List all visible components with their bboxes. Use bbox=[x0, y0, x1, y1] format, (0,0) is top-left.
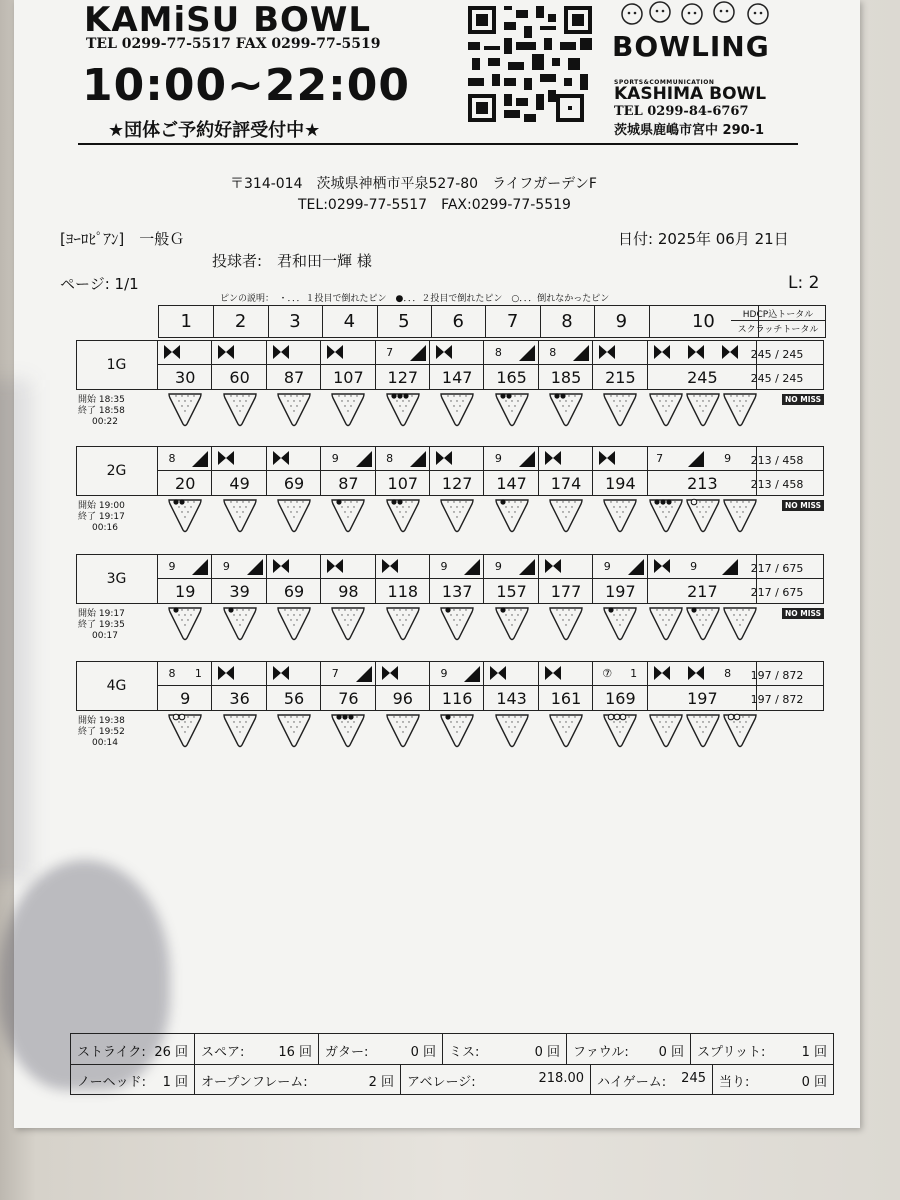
stat-value: 1 回 bbox=[162, 1075, 188, 1090]
spare-mark bbox=[408, 343, 428, 363]
frame-score: 194 bbox=[605, 473, 636, 493]
pin-count: 7 bbox=[331, 666, 339, 680]
pin-count: 8 bbox=[549, 345, 557, 359]
start-time: 開始 19:38 bbox=[78, 716, 125, 726]
hdcp-total: 213 / 458 bbox=[750, 453, 804, 467]
venue-tel: TEL:0299-77-5517 FAX:0299-77-5519 bbox=[298, 197, 571, 213]
game-row-4G bbox=[76, 661, 824, 711]
frame-score: 30 bbox=[175, 367, 196, 387]
pin-count: 8 bbox=[168, 451, 176, 465]
pin-diagram bbox=[548, 713, 584, 753]
frame-score: 107 bbox=[333, 367, 364, 387]
strike-mark bbox=[652, 558, 672, 574]
pin-diagram bbox=[602, 498, 638, 538]
frame-score: 87 bbox=[338, 473, 359, 493]
stat-cell bbox=[443, 1034, 567, 1064]
pin-diagram bbox=[276, 713, 312, 753]
start-time: 開始 19:00 bbox=[78, 501, 125, 511]
stat-cell bbox=[401, 1064, 591, 1094]
hdcp-total: 197 / 872 bbox=[750, 668, 804, 682]
spare-mark bbox=[462, 664, 482, 684]
frame-score: 137 bbox=[441, 581, 473, 601]
bowler-name: 投球者: 君和田一輝 様 bbox=[212, 252, 372, 270]
pin-diagram bbox=[494, 498, 530, 538]
pin-count: 1 bbox=[630, 666, 638, 680]
stat-cell bbox=[195, 1064, 401, 1094]
game-label: 2G bbox=[76, 446, 158, 496]
spare-mark bbox=[190, 557, 210, 577]
pin-diagram bbox=[548, 392, 584, 432]
strike-mark bbox=[434, 344, 454, 360]
pin-count: 9 bbox=[331, 451, 339, 465]
stat-cell bbox=[591, 1064, 713, 1094]
pin-count: 9 bbox=[440, 666, 448, 680]
pin-diagram bbox=[439, 392, 475, 432]
pin-diagram bbox=[722, 392, 758, 432]
stat-cell bbox=[319, 1034, 443, 1064]
pin-count: 9 bbox=[603, 559, 611, 573]
pin-diagram bbox=[167, 498, 203, 538]
strike-mark bbox=[380, 558, 400, 574]
pin-diagram bbox=[439, 498, 475, 538]
frame-number-3: 3 bbox=[268, 306, 323, 337]
pin-diagram bbox=[222, 713, 258, 753]
frame-number-6: 6 bbox=[431, 306, 486, 337]
pin-diagram bbox=[385, 606, 421, 646]
frame-number-1: 1 bbox=[159, 306, 214, 337]
stat-cell bbox=[713, 1064, 833, 1094]
strike-mark bbox=[597, 450, 617, 466]
strike-mark bbox=[488, 665, 508, 681]
pin-diagram bbox=[685, 498, 721, 538]
pin-diagram bbox=[648, 392, 684, 432]
pin-legend: ピンの説明： ・．．．１投目で倒れたピン ●．．．２投目で倒れたピン ○．．．倒れなかったピン bbox=[220, 294, 610, 304]
pin-count: 9 bbox=[724, 451, 732, 465]
pin-diagram bbox=[722, 713, 758, 753]
pin-diagram bbox=[330, 713, 366, 753]
pin-count: 8 bbox=[168, 666, 176, 680]
kashima-tel: TEL 0299-84-6767 bbox=[614, 104, 749, 119]
pin-diagram bbox=[602, 713, 638, 753]
pin-count: 9 bbox=[494, 559, 502, 573]
pin-diagram bbox=[439, 606, 475, 646]
pin-diagram bbox=[167, 606, 203, 646]
header-tel-fax: TEL 0299-77-5517 FAX 0299-77-5519 bbox=[86, 36, 381, 52]
spare-mark bbox=[517, 557, 537, 577]
duration: 00:16 bbox=[92, 523, 118, 533]
strike-mark bbox=[434, 450, 454, 466]
category: [ﾖｰﾛﾋﾟｱﾝ] 一般Ｇ bbox=[60, 230, 185, 248]
pin-diagram bbox=[722, 498, 758, 538]
frame-number-8: 8 bbox=[540, 306, 595, 337]
strike-mark bbox=[652, 665, 672, 681]
frame-score: 76 bbox=[338, 688, 359, 708]
strike-mark bbox=[216, 450, 236, 466]
pin-diagram bbox=[685, 392, 721, 432]
frame-score: 96 bbox=[392, 688, 413, 708]
shadow bbox=[0, 380, 30, 880]
strike-mark bbox=[652, 344, 672, 360]
strike-mark bbox=[686, 344, 706, 360]
start-time: 開始 19:17 bbox=[78, 609, 125, 619]
stat-cell bbox=[195, 1034, 319, 1064]
spare-mark bbox=[190, 449, 210, 469]
stat-label: ハイゲーム: bbox=[597, 1075, 667, 1090]
bowling-cartoon-icon bbox=[612, 0, 782, 34]
frame-score: 217 bbox=[687, 581, 718, 601]
frame-score: 118 bbox=[387, 581, 419, 601]
pin-count: 8 bbox=[724, 666, 732, 680]
strike-mark bbox=[271, 558, 291, 574]
duration: 00:17 bbox=[92, 631, 118, 641]
pin-count: 9 bbox=[690, 559, 698, 573]
frame-score: 127 bbox=[441, 473, 473, 493]
spare-mark bbox=[354, 449, 374, 469]
scratch-total-header: スクラッチトータル bbox=[737, 325, 819, 335]
game-label: 4G bbox=[76, 661, 158, 711]
pin-diagram bbox=[722, 606, 758, 646]
strike-mark bbox=[380, 665, 400, 681]
pin-count: 9 bbox=[440, 559, 448, 573]
strike-mark bbox=[216, 665, 236, 681]
pin-diagram bbox=[494, 392, 530, 432]
frame-score: 177 bbox=[550, 581, 582, 601]
spare-mark bbox=[408, 449, 428, 469]
spare-mark bbox=[245, 557, 265, 577]
pin-diagram bbox=[222, 392, 258, 432]
stat-value: 16 回 bbox=[278, 1045, 312, 1060]
strike-mark bbox=[325, 558, 345, 574]
stat-value: 0 回 bbox=[801, 1075, 827, 1090]
strike-mark bbox=[543, 558, 563, 574]
frame-score: 87 bbox=[283, 367, 305, 387]
duration: 00:22 bbox=[92, 417, 118, 427]
date: 日付: 2025年 06月 21日 bbox=[618, 230, 789, 248]
kashima-bowl-name: KASHIMA BOWL bbox=[614, 84, 767, 104]
frame-number-2: 2 bbox=[213, 306, 268, 337]
frame-score: 39 bbox=[229, 581, 250, 601]
stat-value: 218.00 bbox=[538, 1071, 584, 1086]
venue-address: 〒314-014 茨城県神栖市平泉527-80 ライフガーデンF bbox=[230, 176, 597, 192]
pin-diagram bbox=[330, 392, 366, 432]
frame-number-5: 5 bbox=[377, 306, 432, 337]
pin-diagram bbox=[602, 392, 638, 432]
pin-count: 8 bbox=[494, 345, 502, 359]
qr-code-icon bbox=[468, 5, 592, 123]
scratch-total: 245 / 245 bbox=[750, 371, 804, 385]
stats-box bbox=[70, 1033, 834, 1095]
frame-score: 60 bbox=[229, 367, 250, 387]
stat-label: ノーヘッド: bbox=[77, 1075, 146, 1090]
stat-value: 0 回 bbox=[410, 1045, 436, 1060]
scratch-total: 217 / 675 bbox=[750, 585, 804, 599]
frame-number-10: 10 bbox=[649, 306, 760, 337]
pin-diagram bbox=[222, 498, 258, 538]
no-miss-badge: NO MISS bbox=[782, 394, 824, 405]
strike-mark bbox=[271, 665, 291, 681]
game-row-2G bbox=[76, 446, 824, 496]
frame-score: 69 bbox=[283, 473, 305, 493]
stat-value: 1 回 bbox=[801, 1045, 827, 1060]
spare-mark bbox=[354, 664, 374, 684]
spare-mark bbox=[462, 557, 482, 577]
duration: 00:14 bbox=[92, 738, 118, 748]
spare-mark bbox=[517, 449, 537, 469]
pin-count: 9 bbox=[222, 559, 230, 573]
stat-value: 245 bbox=[681, 1071, 706, 1086]
frame-score: 174 bbox=[550, 473, 582, 493]
strike-mark bbox=[216, 344, 236, 360]
end-time: 終了 19:17 bbox=[78, 512, 125, 522]
stat-label: ガター: bbox=[325, 1045, 369, 1060]
stat-label: アベレージ: bbox=[407, 1075, 476, 1090]
game-times bbox=[78, 609, 125, 642]
page-number: ページ: 1/1 bbox=[60, 275, 139, 293]
pin-diagram bbox=[385, 713, 421, 753]
game-label: 1G bbox=[76, 340, 158, 390]
stat-label: オープンフレーム: bbox=[201, 1075, 308, 1090]
frame-number-9: 9 bbox=[594, 306, 649, 337]
frame-score: 127 bbox=[387, 367, 419, 387]
frame-score: 19 bbox=[175, 581, 196, 601]
opening-hours: 10:00~22:00 bbox=[82, 60, 410, 111]
frame-number-7: 7 bbox=[485, 306, 540, 337]
stat-value: 0 回 bbox=[658, 1045, 684, 1060]
stat-cell bbox=[71, 1064, 195, 1094]
frame-score: 147 bbox=[441, 367, 473, 387]
game-times bbox=[78, 501, 125, 534]
strike-mark bbox=[543, 450, 563, 466]
hdcp-total: 245 / 245 bbox=[750, 347, 804, 361]
hdcp-total: 217 / 675 bbox=[750, 561, 804, 575]
sports-communication: SPORTS&COMMUNICATION bbox=[614, 79, 715, 86]
pin-diagram bbox=[548, 606, 584, 646]
no-miss-badge: NO MISS bbox=[782, 500, 824, 511]
pin-count: 9 bbox=[494, 451, 502, 465]
frame-score: 161 bbox=[550, 688, 582, 708]
pin-diagram bbox=[439, 713, 475, 753]
frame-score: 49 bbox=[229, 473, 250, 493]
frame-score: 69 bbox=[283, 581, 305, 601]
pin-diagram bbox=[548, 498, 584, 538]
stat-cell bbox=[691, 1034, 833, 1064]
frame-score: 165 bbox=[496, 367, 527, 387]
spare-mark bbox=[686, 449, 706, 469]
strike-mark bbox=[271, 344, 291, 360]
pin-count: 7 bbox=[386, 345, 394, 359]
pin-diagram bbox=[385, 498, 421, 538]
frame-score: 169 bbox=[605, 688, 636, 708]
pin-diagram bbox=[685, 606, 721, 646]
frame-score: 20 bbox=[175, 473, 196, 493]
frame-score: 9 bbox=[180, 688, 191, 708]
strike-mark bbox=[543, 665, 563, 681]
pin-diagram bbox=[222, 606, 258, 646]
frame-score: 197 bbox=[605, 581, 636, 601]
end-time: 終了 18:58 bbox=[78, 406, 125, 416]
strike-mark bbox=[597, 344, 617, 360]
pin-count: 8 bbox=[386, 451, 394, 465]
frame-score: 213 bbox=[687, 473, 718, 493]
frame-score: 215 bbox=[605, 367, 636, 387]
pin-diagram bbox=[648, 606, 684, 646]
pin-count: ⑦ bbox=[602, 666, 613, 680]
frame-score: 107 bbox=[387, 473, 419, 493]
spare-mark bbox=[571, 343, 591, 363]
frame-score: 185 bbox=[550, 367, 582, 387]
stat-value: 26 回 bbox=[154, 1045, 188, 1060]
spare-mark bbox=[517, 343, 537, 363]
kashima-address: 茨城県鹿嶋市宮中 290-1 bbox=[614, 123, 765, 138]
frame-header bbox=[158, 305, 826, 338]
pin-diagram bbox=[276, 606, 312, 646]
pin-count: 7 bbox=[656, 451, 664, 465]
stat-label: スペア: bbox=[201, 1045, 245, 1060]
stat-value: 0 回 bbox=[534, 1045, 560, 1060]
bowling-brand: BOWLING bbox=[612, 30, 770, 63]
stat-label: ストライク: bbox=[77, 1045, 146, 1060]
header-divider bbox=[78, 143, 798, 145]
lane-number: L: 2 bbox=[788, 273, 820, 293]
stat-label: ミス: bbox=[449, 1045, 480, 1060]
spare-mark bbox=[626, 557, 646, 577]
frame-score: 36 bbox=[229, 688, 250, 708]
promo-text: ★団体ご予約好評受付中★ bbox=[108, 120, 321, 141]
pin-diagram bbox=[494, 713, 530, 753]
frame-score: 56 bbox=[283, 688, 305, 708]
frame-score: 143 bbox=[496, 688, 527, 708]
pin-diagram bbox=[276, 392, 312, 432]
frame-score: 116 bbox=[441, 688, 473, 708]
strike-mark bbox=[162, 344, 182, 360]
end-time: 終了 19:35 bbox=[78, 620, 125, 630]
stat-cell bbox=[567, 1034, 691, 1064]
pin-diagram bbox=[330, 498, 366, 538]
frame-score: 147 bbox=[496, 473, 527, 493]
start-time: 開始 18:35 bbox=[78, 395, 125, 405]
stat-cell bbox=[71, 1034, 195, 1064]
pin-count: 1 bbox=[194, 666, 202, 680]
pin-diagram bbox=[602, 606, 638, 646]
frame-score: 157 bbox=[496, 581, 527, 601]
scratch-total: 213 / 458 bbox=[750, 477, 804, 491]
pin-diagram bbox=[167, 713, 203, 753]
frame-score: 98 bbox=[338, 581, 359, 601]
pin-diagram bbox=[685, 713, 721, 753]
end-time: 終了 19:52 bbox=[78, 727, 125, 737]
pin-count: 9 bbox=[168, 559, 176, 573]
no-miss-badge: NO MISS bbox=[782, 608, 824, 619]
hdcp-total-header: HDCP込トータル bbox=[731, 307, 825, 321]
strike-mark bbox=[686, 665, 706, 681]
game-row-1G bbox=[76, 340, 824, 390]
pin-diagram bbox=[648, 498, 684, 538]
stat-value: 2 回 bbox=[368, 1075, 394, 1090]
stat-label: 当り: bbox=[719, 1075, 750, 1090]
game-times bbox=[78, 716, 125, 749]
pin-diagram bbox=[167, 392, 203, 432]
stat-label: スプリット: bbox=[697, 1045, 766, 1060]
pin-diagram bbox=[385, 392, 421, 432]
strike-mark bbox=[271, 450, 291, 466]
pin-diagram bbox=[330, 606, 366, 646]
kamisu-bowl-logo: KAMiSU BOWL bbox=[84, 0, 372, 40]
game-row-3G bbox=[76, 554, 824, 604]
game-times bbox=[78, 395, 125, 428]
frame-score: 197 bbox=[687, 688, 718, 708]
stat-label: ファウル: bbox=[573, 1045, 629, 1060]
pin-diagram bbox=[276, 498, 312, 538]
pin-diagram bbox=[494, 606, 530, 646]
frame-number-4: 4 bbox=[322, 306, 377, 337]
frame-score: 245 bbox=[687, 367, 718, 387]
strike-mark bbox=[325, 344, 345, 360]
game-label: 3G bbox=[76, 554, 158, 604]
pin-diagram bbox=[648, 713, 684, 753]
scratch-total: 197 / 872 bbox=[750, 692, 804, 706]
